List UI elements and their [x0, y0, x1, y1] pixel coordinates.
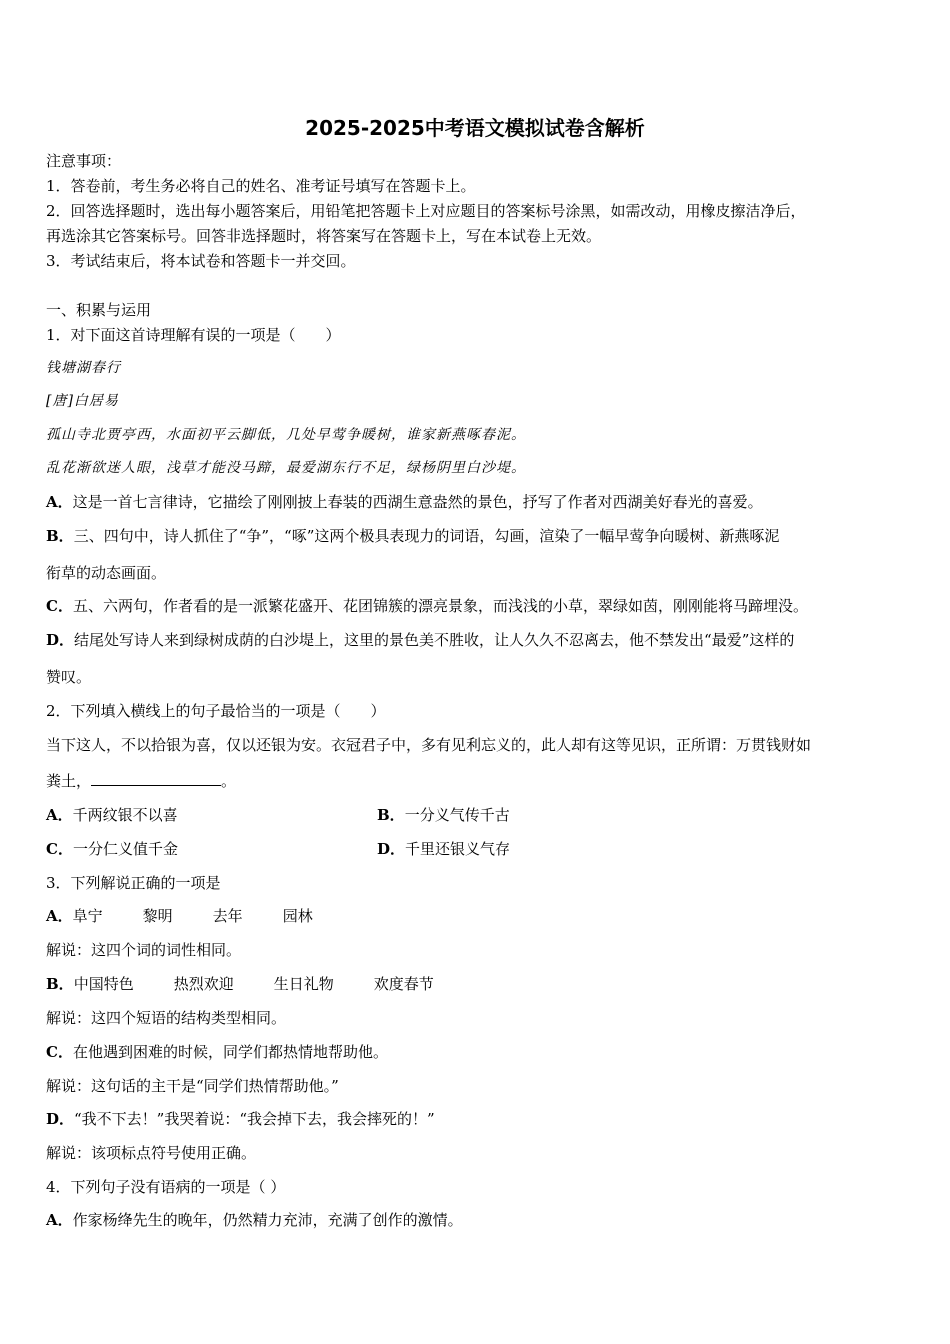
option-text: “我不下去！”我哭着说：“我会掉下去，我会摔死的！”	[74, 1110, 435, 1128]
q3-note-a: 解说：这四个词的词性相同。	[46, 941, 242, 959]
word: 阜宁	[72, 907, 103, 925]
word: 欢度春节	[373, 975, 434, 993]
word: 生日礼物	[273, 975, 334, 993]
notice-item: 再选涂其它答案标号。回答非选择题时，将答案写在答题卡上，写在本试卷上无效。	[46, 227, 602, 245]
option-label: C．	[46, 1043, 73, 1061]
word: 黎明	[142, 907, 173, 925]
q2-option-b	[377, 805, 510, 825]
option-label: B．	[377, 806, 405, 824]
notice-heading: 注意事项：	[46, 152, 122, 170]
option-label: A．	[46, 907, 73, 925]
option-label: D．	[377, 840, 406, 858]
option-text: 三、四句中，诗人抓住了“争”，“啄”这两个极具表现力的词语，勾画，渲染了一幅早莺争向暖树、新燕啄泥	[73, 527, 780, 545]
option-text: 五、六两句，作者看的是一派繁花盛开、花团锦簇的漂亮景象，而浅浅的小草，翠绿如茵，刚刚能将马蹄埋没。	[72, 597, 808, 615]
word: 园林	[282, 907, 313, 925]
q1-stem: 1．对下面这首诗理解有误的一项是（ ）	[46, 326, 341, 344]
option-label: D．	[46, 631, 75, 649]
option-text: 一分仁义值千金	[72, 840, 178, 858]
word: 中国特色	[73, 975, 134, 993]
notice-item: 2．回答选择题时，选出每小题答案后，用铅笔把答题卡上对应题目的答案标号涂黑，如需改动，用橡皮擦洁净后，	[46, 202, 806, 220]
page-title: 2025-2025中考语文模拟试卷含解析	[305, 116, 645, 140]
q1-option-c	[46, 596, 808, 616]
option-text: 在他遇到困难的时候，同学们都热情地帮助他。	[72, 1043, 388, 1061]
q2-option-a	[46, 805, 178, 825]
option-text: 千两纹银不以喜	[72, 806, 178, 824]
q1-option-d-cont: 赞叹。	[46, 668, 92, 686]
q3-option-b	[46, 974, 434, 994]
option-text: 作家杨绛先生的晚年，仍然精力充沛，充满了创作的激情。	[72, 1211, 463, 1229]
q2-option-d	[377, 839, 510, 859]
section-heading: 一、积累与运用	[46, 301, 152, 319]
notice-item: 1．答卷前，考生务必将自己的姓名、准考证号填写在答题卡上。	[46, 177, 476, 195]
q4-option-a	[46, 1210, 463, 1230]
passage-text: 粪土，	[46, 772, 92, 790]
option-text: 千里还银义气存	[405, 840, 511, 858]
q3-option-c	[46, 1042, 388, 1062]
q4-stem: 4．下列句子没有语病的一项是（ ）	[46, 1178, 286, 1196]
option-label: C．	[46, 840, 73, 858]
q3-note-d: 解说：该项标点符号使用正确。	[46, 1144, 257, 1162]
passage-text: 。	[221, 772, 237, 790]
q3-option-d	[46, 1109, 435, 1129]
q2-option-c	[46, 839, 178, 859]
option-label: C．	[46, 597, 73, 615]
notice-item: 3．考试结束后，将本试卷和答题卡一并交回。	[46, 252, 356, 270]
q3-stem: 3．下列解说正确的一项是	[46, 874, 221, 892]
option-label: D．	[46, 1110, 75, 1128]
option-label: A．	[46, 493, 73, 511]
q2-passage-cont	[46, 771, 236, 791]
option-text: 一分义气传千古	[404, 806, 510, 824]
word: 热烈欢迎	[173, 975, 234, 993]
option-label: B．	[46, 527, 74, 545]
q2-passage: 当下这人，不以拾银为喜，仅以还银为安。衣冠君子中，多有见利忘义的，此人却有这等见识，正所谓：万贯钱财如	[46, 736, 812, 754]
poem-line: 孤山寺北贾亭西，水面初平云脚低，几处早莺争暖树，谁家新燕啄春泥。	[46, 427, 526, 443]
q3-option-a	[46, 906, 313, 926]
option-label: A．	[46, 1211, 73, 1229]
poem-title: 钱塘湖春行	[46, 360, 121, 376]
q1-option-b	[46, 526, 779, 546]
word: 去年	[212, 907, 243, 925]
q1-option-d	[46, 630, 794, 650]
option-label: A．	[46, 806, 73, 824]
poem-line: 乱花渐欲迷人眼，浅草才能没马蹄，最爱湖东行不足，绿杨阴里白沙堤。	[46, 460, 526, 476]
option-text: 结尾处写诗人来到绿树成荫的白沙堤上，这里的景色美不胜收，让人久久不忍离去，他不禁发出“最爱”这样的	[74, 631, 795, 649]
poem-author: [唐]白居易	[46, 393, 119, 409]
q2-stem: 2．下列填入横线上的句子最恰当的一项是（ ）	[46, 702, 386, 720]
q1-option-b-cont: 衔草的动态画面。	[46, 564, 167, 582]
answer-blank	[91, 771, 221, 786]
q3-note-b: 解说：这四个短语的结构类型相同。	[46, 1009, 287, 1027]
option-text: 这是一首七言律诗，它描绘了刚刚披上春装的西湖生意盎然的景色，抒写了作者对西湖美好春光的喜爱。	[72, 493, 763, 511]
q3-note-c: 解说：这句话的主干是“同学们热情帮助他。”	[46, 1077, 339, 1095]
q1-option-a	[46, 492, 763, 512]
option-label: B．	[46, 975, 74, 993]
